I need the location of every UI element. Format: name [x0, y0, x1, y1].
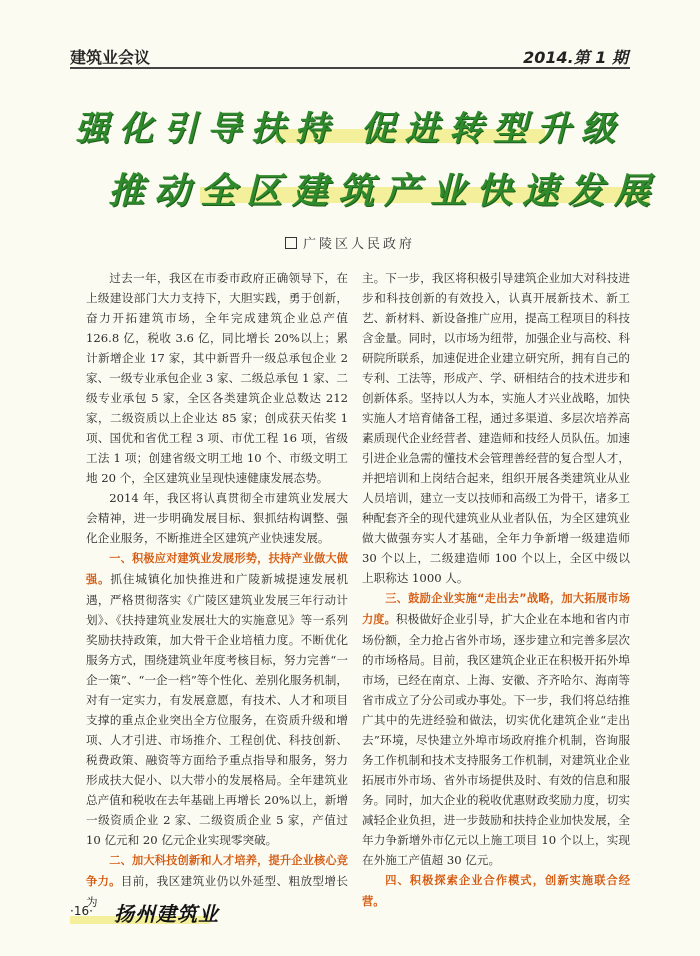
square-bullet-icon [285, 237, 297, 249]
section-paragraph [86, 548, 348, 850]
author-name: 广陵区人民政府 [302, 237, 415, 252]
issue-number: 2014.第 1 期 [523, 48, 628, 67]
page-footer [70, 900, 630, 930]
section-heading: 三、鼓励企业实施“走出去”战略，加大拓展市场力度。 [362, 592, 630, 626]
author-byline [0, 233, 700, 252]
paragraph: 主。下一步，我区将积极引导建筑企业加大对科技进步和科技创新的有效投入，认真开展新技术、新工艺、新材料、新设备推广应用，提高工程项目的科技含金量。同时，以市场为纽带，加强企业与高校、科研院所联系，加速促进企业建立研究所，拥有自己的专利、工法等，形成产、学、研相结合的技术进步和创新体系。坚持以人为本，实施人才兴业战略，加快实施人才培育储备工程，通过多渠道、多层次培养高素质现代企业经营者、建造师和技经人员队伍。加速引进企业急需的懂技术会管理善经营的复合型人才，并把培训和上岗结合起来，组织开展各类建筑业从业人员培训，建立一支以技师和高级工为骨干，诸多工种配套齐全的现代建筑业从业者队伍，为全区建筑业做大做强夯实人才基础，全年力争新增一级建造师 30 个以上，二级建造师 100 个以上，全区中级以上职称达 1000 人。 [362, 271, 630, 585]
header-divider [70, 67, 630, 69]
paragraph: 2014 年，我区将认真贯彻全市建筑业发展大会精神，进一步明确发展目标、狠抓结构调整、强化企业服务，不断推进全区建筑产业快速发展。 [86, 491, 348, 545]
section-body: 抓住城镇化加快推进和广陵新城提速发展机遇，严格贯彻落实《广陵区建筑业发展三年行动计划》、《扶持建筑业发展壮大的实施意见》等一系列奖励扶持政策，加大骨干企业培植力度。不断优化服务方式，围绕建筑业年度考核目标，努力完善“一企一策”、“一企一档”等个性化、差别化服务机制，对有一定实力，有发展意愿，有技术、人才和项目支撑的重点企业突出全方位服务，在资质升级和增项、人才引进、市场推介、工程创优、科技创新、税费政策、融资等方面给予重点指导和服务，努力形成扶大促小、以大带小的发展格局。全年建筑业总产值和税收在去年基础上再增长 20%以上，新增一级资质企业 2 家、二级资质企业 5 家，产值过 10 亿元和 20 亿元企业实现零突破。 [86, 572, 348, 847]
page-number: ·16· [70, 904, 93, 918]
section-heading: 一、积极应对建筑业发展形势，扶持产业做大做强。 [86, 552, 348, 586]
section-body: 目前，我区建筑业仍以外延型、粗放型增长为 [86, 874, 348, 909]
right-column [362, 268, 630, 912]
title-line-2: 推动全区建筑产业快速发展 [108, 171, 661, 212]
section-heading: 二、加大科技创新和人才培养，提升企业核心竞争力。 [86, 854, 348, 888]
section-body: 积极做好企业引导，扩大企业在本地和省内市场份额，全力抢占省外市场，逐步建立和完善多层次的市场格局。目前，我区建筑企业正在积极开拓外埠市场，已经在南京、上海、安徽、齐齐哈尔、海南等省市成立了分公司或办事处。下一步，我们将总结推广其中的先进经验和做法，切实优化建筑企业“走出去”环境，尽快建立外埠市场政府推介机制，咨询服务工作机制和技术支持服务工作机制，对建筑业企业拓展市外市场、省外市场提供及时、有效的信息和服务。同时，加大企业的税收优惠财政奖励力度，切实减轻企业负担，进一步鼓励和扶持企业加快发展，全年力争新增外市亿元以上施工项目 10 个以上，实现在外施工产值超 30 亿元。 [362, 612, 630, 867]
magazine-logo: 扬州建筑业 [114, 902, 219, 926]
column-section-name: 建筑业会议 [70, 48, 151, 67]
title-line-1: 强化引导扶持 促进转型升级 [75, 109, 625, 149]
section-paragraph [362, 588, 630, 870]
page-header [0, 0, 700, 70]
article-title [60, 95, 660, 225]
section-heading: 四、积极探索企业合作模式，创新实施联合经营。 [362, 874, 630, 908]
left-column [86, 268, 348, 912]
paragraph: 过去一年，我区在市委市政府正确领导下，在上级建设部门大力支持下，大胆实践，勇于创新，奋力开拓建筑市场，全年完成建筑企业总产值 126.8 亿，税收 3.6 亿，同比增长 20%以上；累计新增企业 17 家，其中新晋升一级总承包企业 2 家、一级专业承包企业 3 家、二级总承包 1 家、二级专业承包 5 家，全区各类建筑企业总数达 212 家，二级资质以上企业达 85 家；创成获天佑奖 1 项、国优和省优工程 3 项、市优工程 16 项，省级工法 1 项；创建省级文明工地 10 个、市级文明工地 20 个，全区建筑业呈现快速健康发展态势。 [86, 271, 348, 485]
